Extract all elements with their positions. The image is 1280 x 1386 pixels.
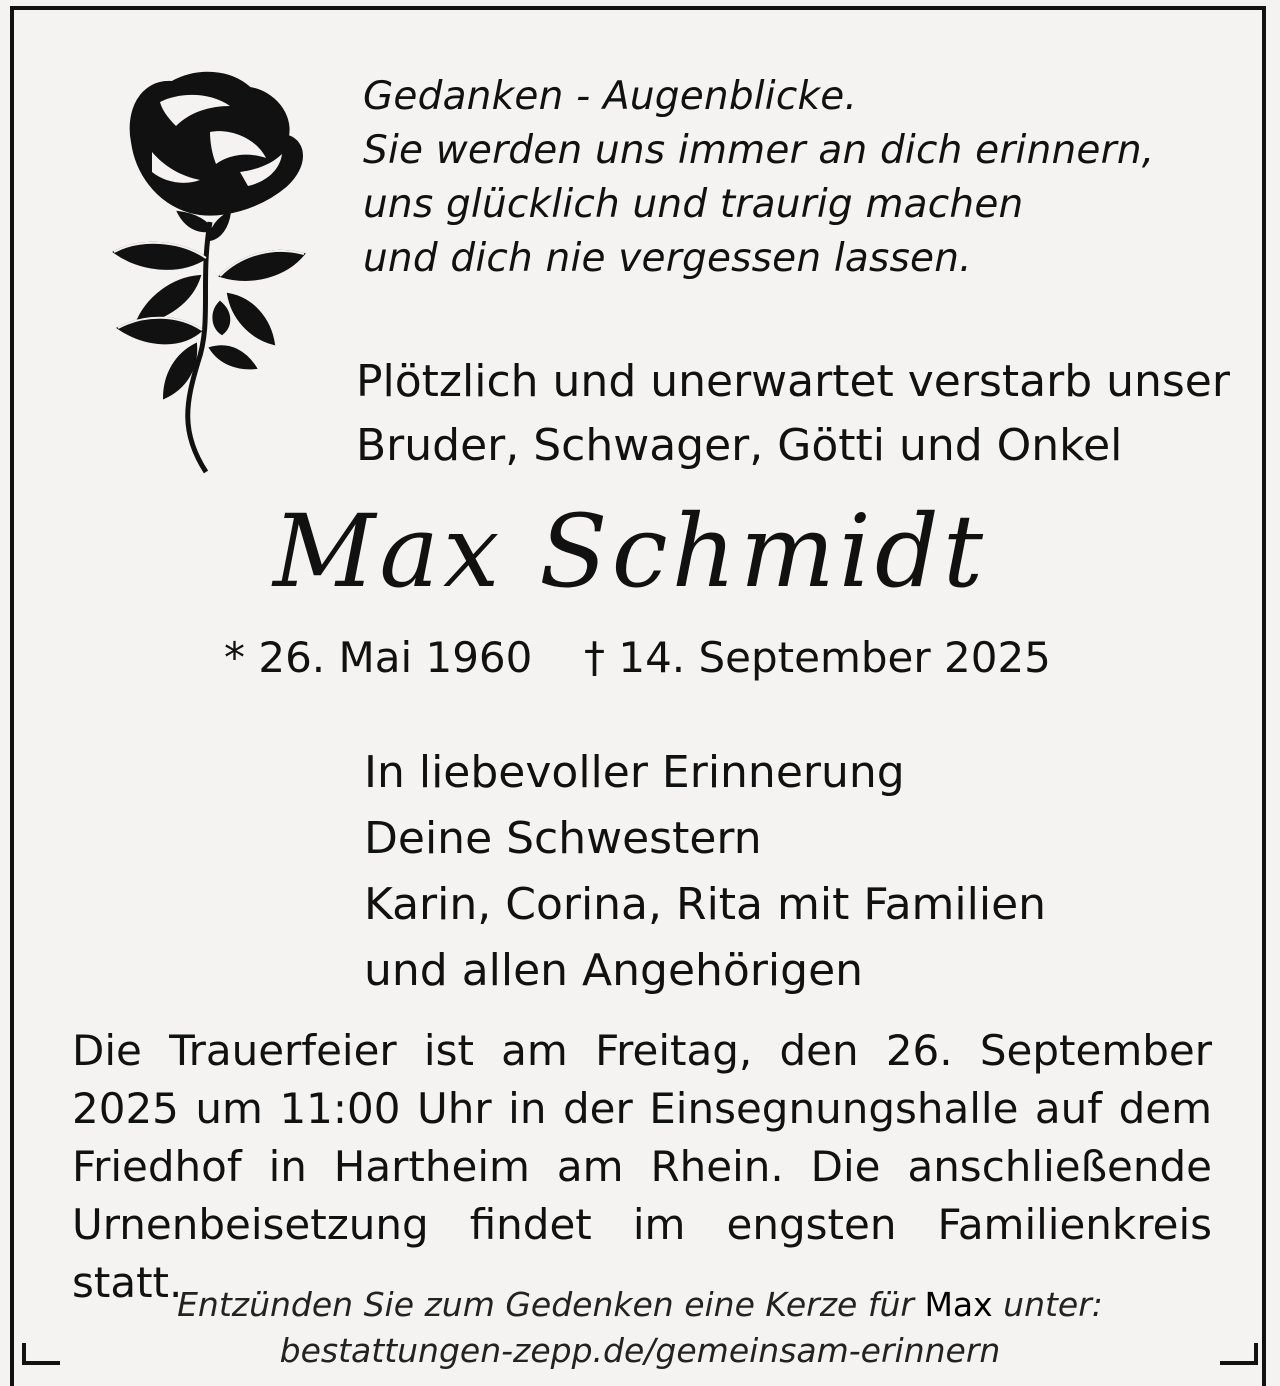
family-line: Karin, Corina, Rita mit Familien xyxy=(364,879,1047,930)
funeral-details: Die Trauerfeier ist am Freitag, den 26. September 2025 um 11:00 Uhr in der Einsegnungshalle auf dem Friedhof in Hartheim am Rhein. Die anschließende Urnenbeisetzung findet im engsten Familienkreis statt. xyxy=(72,1026,1212,1307)
death-announcement xyxy=(356,350,1230,478)
footer-line xyxy=(0,1282,1280,1328)
birth-date: * 26. Mai 1960 xyxy=(224,633,533,682)
family-signature xyxy=(364,740,1046,1004)
announcement-line: Bruder, Schwager, Götti und Onkel xyxy=(356,420,1123,471)
deceased-name xyxy=(0,492,1280,612)
family-line: Deine Schwestern xyxy=(364,813,762,864)
rose-icon xyxy=(60,62,320,482)
family-line: und allen Angehörigen xyxy=(364,945,864,996)
footer-highlight-name: Max xyxy=(924,1285,993,1324)
poem-line: uns glücklich und traurig machen xyxy=(363,182,1024,227)
deceased-name-text: Max Schmidt xyxy=(272,493,988,610)
poem xyxy=(363,70,1154,286)
life-dates xyxy=(224,628,1051,688)
announcement-line: Plötzlich und unerwartet verstarb unser xyxy=(356,356,1230,407)
poem-line: und dich nie vergessen lassen. xyxy=(363,236,972,281)
poem-line: Sie werden uns immer an dich erinnern, xyxy=(363,128,1155,173)
death-date: † 14. September 2025 xyxy=(584,633,1051,682)
poem-line: Gedanken - Augenblicke. xyxy=(363,74,858,119)
memorial-url[interactable]: bestattungen-zepp.de/gemeinsam-erinnern xyxy=(279,1331,1001,1370)
family-line: In liebevoller Erinnerung xyxy=(364,747,905,798)
footer-prefix: Entzünden Sie zum Gedenken eine Kerze für xyxy=(177,1285,925,1324)
memorial-footer xyxy=(0,1282,1280,1374)
footer-suffix: unter: xyxy=(992,1285,1103,1324)
